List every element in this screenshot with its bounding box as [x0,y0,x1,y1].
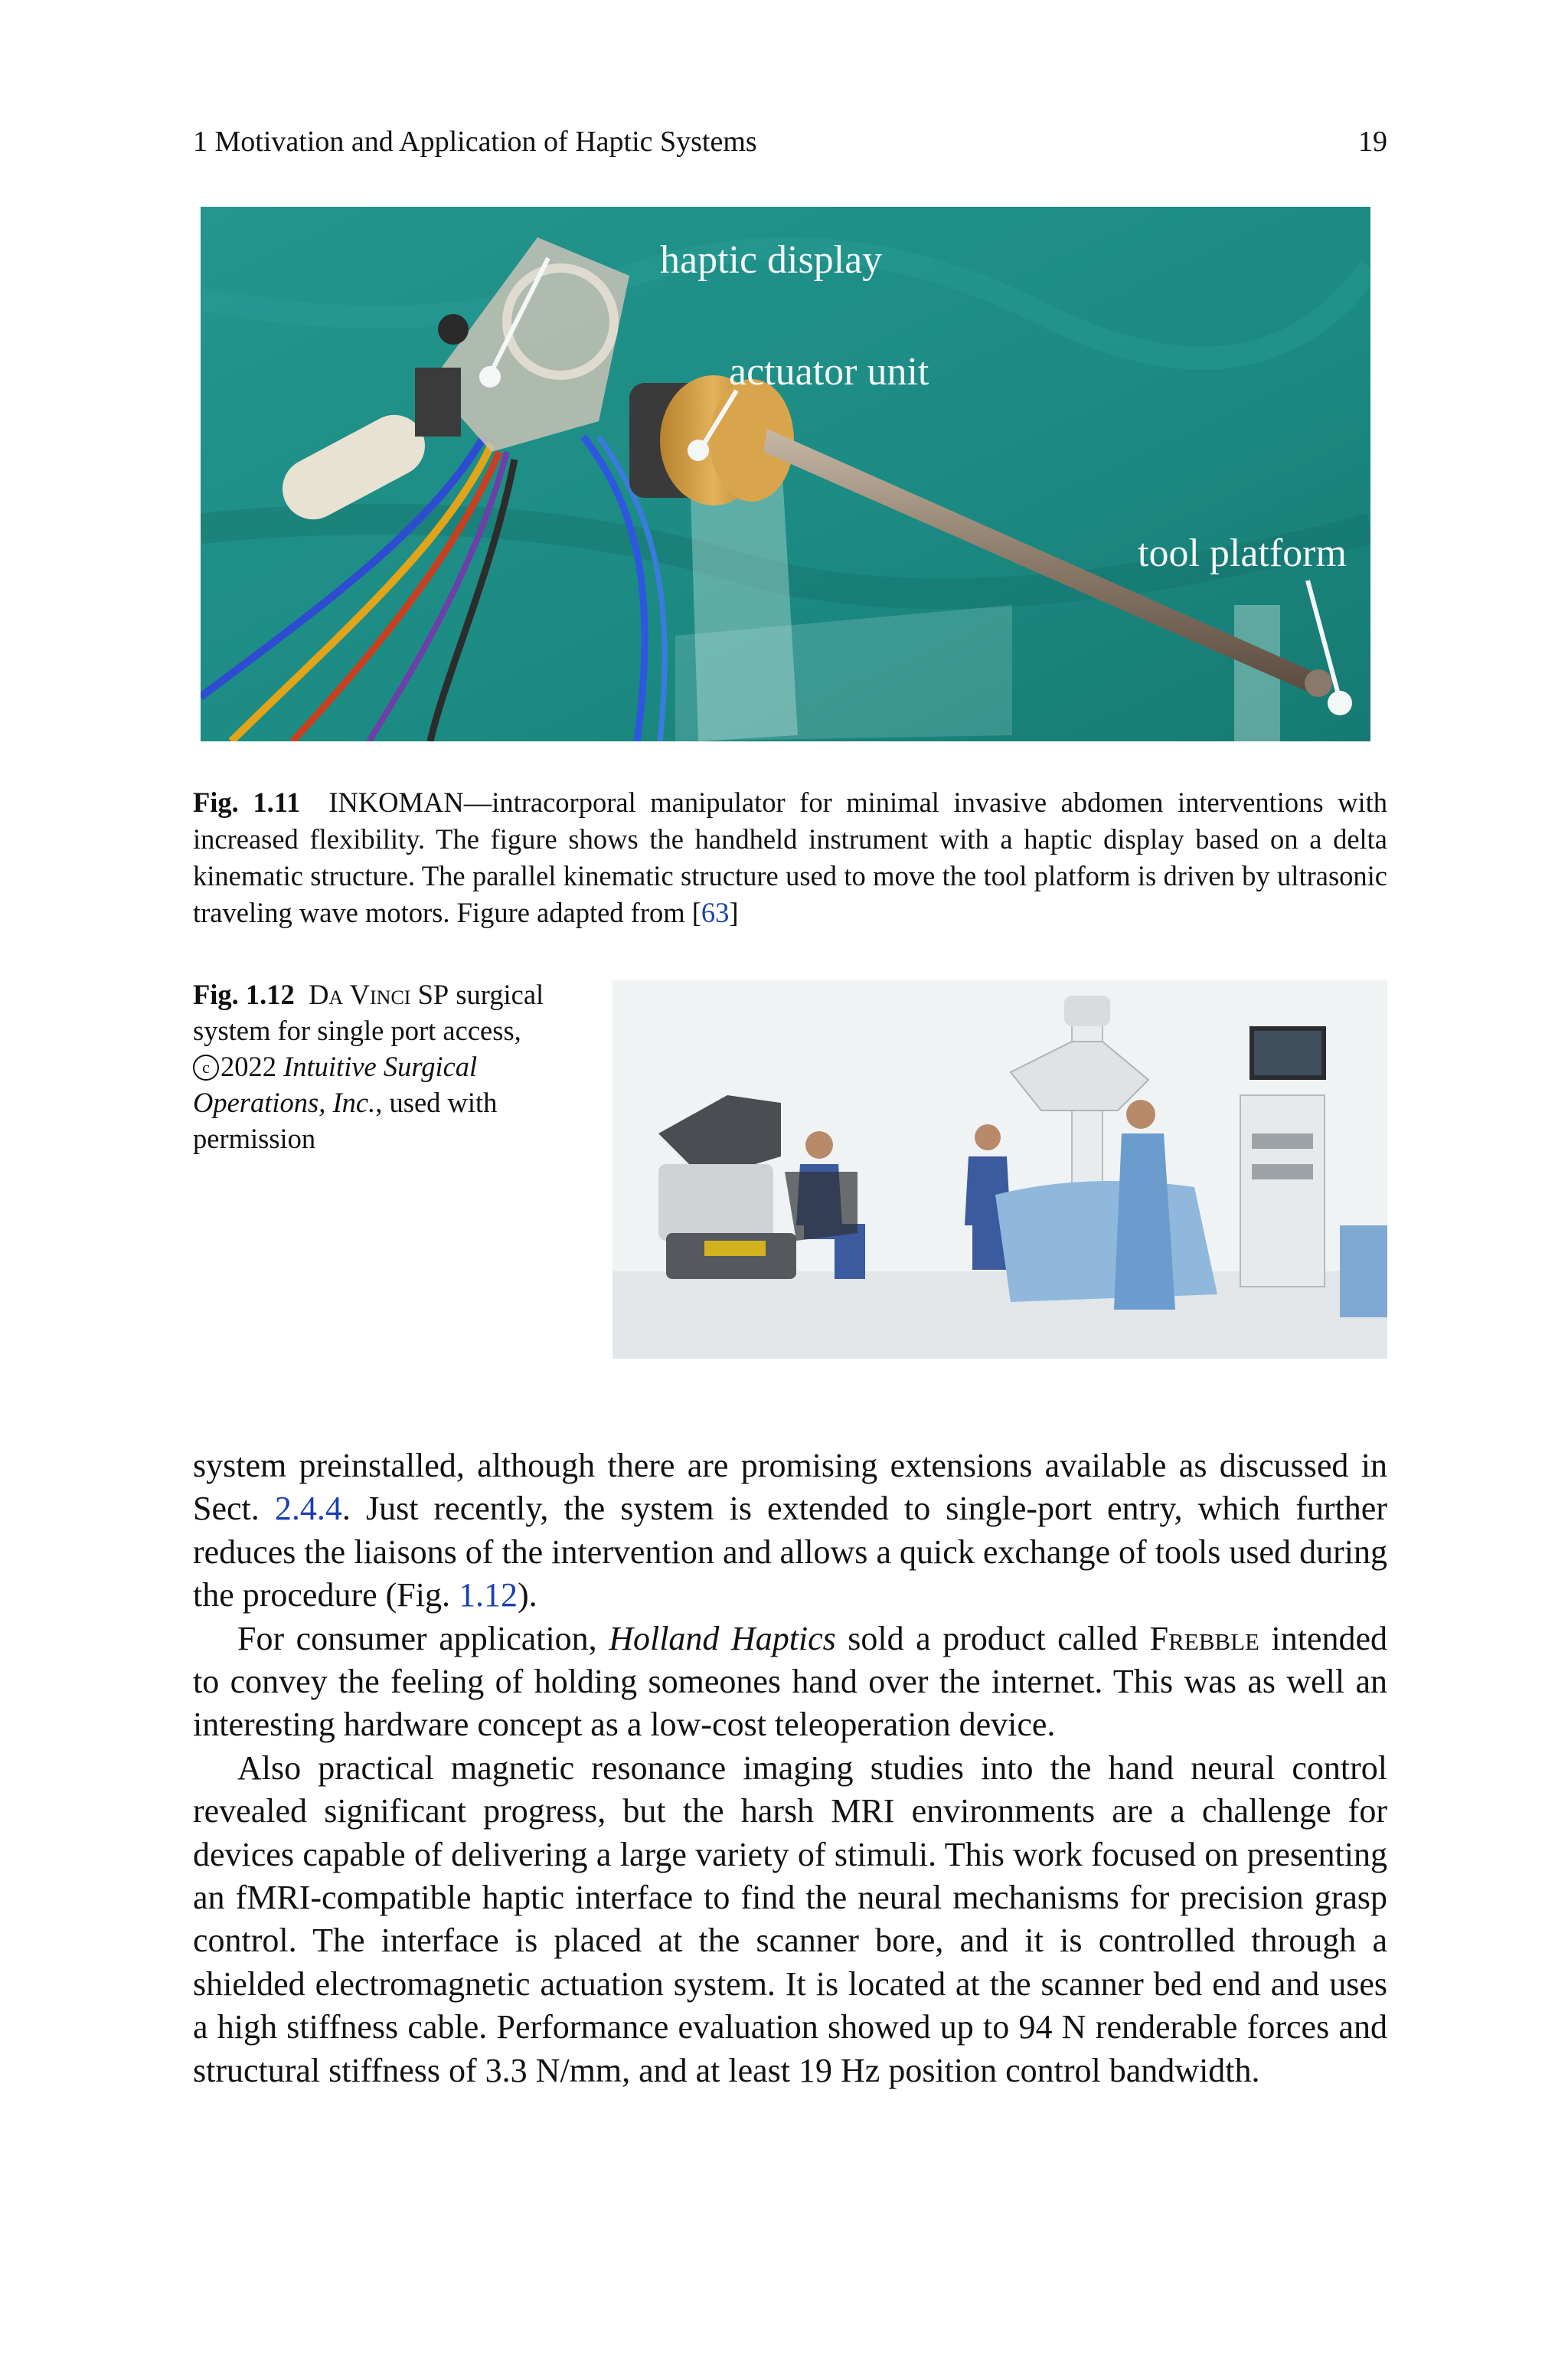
caption-text: surgical system for single port access, [193,979,544,1046]
section-link[interactable]: 2.4.4 [274,1490,342,1528]
body-text-span: ). [518,1576,537,1614]
body-text-span: sold a product called [835,1619,1150,1657]
copyright-year: 2022 [220,1051,276,1082]
surgical-system-illustration [612,980,1387,1359]
figure-number: Fig. 1.11 [193,787,301,818]
page-number: 19 [1358,126,1387,158]
product-name: Frebble [1149,1619,1259,1657]
citation-link[interactable]: 63 [701,897,730,928]
paragraph [193,1617,1387,1747]
caption-text: INKOMAN—intracorporal manipulator for minimal invasive abdomen interventions with increased flexibility. The figure shows the handheld instrument with a haptic display based on a delta kinematic structure. The parallel kinematic structure used to move the tool platform is driven by ultrasonic traveling wave motors. Figure adapted from [ [193,787,1387,928]
figure-link[interactable]: 1.12 [459,1576,518,1614]
label-actuator-unit: actuator unit [729,350,929,394]
figure-1-11-caption [193,784,1387,931]
caption-text-end: , used with permission [193,1087,498,1154]
copyright-icon: c [193,1055,219,1081]
label-haptic-display: haptic display [660,238,883,282]
label-tool-platform: tool platform [1138,532,1347,575]
system-name: Da Vinci SP [309,979,449,1010]
figure-1-11-photo [201,207,1370,741]
paragraph: Also practical magnetic resonance imaging studies into the hand neural control revealed significant progress, but the harsh MRI environments are a challenge for devices capable of delivering a large variety of stimuli. This work focused on presenting an fMRI-compatible haptic interface to find the neural mechanisms for precision grasp control. The interface is placed at the scanner bore, and it is controlled through a shielded electromagnetic actuation system. It is located at the scanner bed end and uses a high stiffness cable. Performance evaluation showed up to 94 N renderable forces and structural stiffness of 3.3 N/mm, and at least 19 Hz position control bandwidth. [193,1748,1387,2089]
figure-1-12-photo [612,980,1387,1359]
body-text-span: system preinstalled, although there are promising extensions available as discussed in Sect. [193,1447,1387,1528]
body-text-span: . Just recently, the system is extended to single-port entry, which further reduces the liaisons of the intervention and allows a quick exchange of tools used during the procedure (Fig. [193,1490,1387,1614]
figure-number: Fig. 1.12 [193,979,295,1010]
caption-end: ] [729,897,739,928]
company-name: Holland Haptics [609,1619,836,1657]
body-text-span: intended to convey the feeling of holding someones hand over the internet. This was as well an interesting hardware concept as a low-cost teleoperation device. [193,1619,1387,1744]
running-head [193,123,1387,161]
chapter-title: 1 Motivation and Application of Haptic Systems [193,126,757,158]
figure-1-12-caption [193,976,553,1156]
body-text-span: For consumer application, [237,1619,609,1657]
inkoman-illustration [201,207,1370,741]
paragraph [193,1444,1387,1617]
body-text [193,1444,1387,2092]
copyright-owner: Intuitive Surgical Operations, Inc. [193,1051,478,1118]
